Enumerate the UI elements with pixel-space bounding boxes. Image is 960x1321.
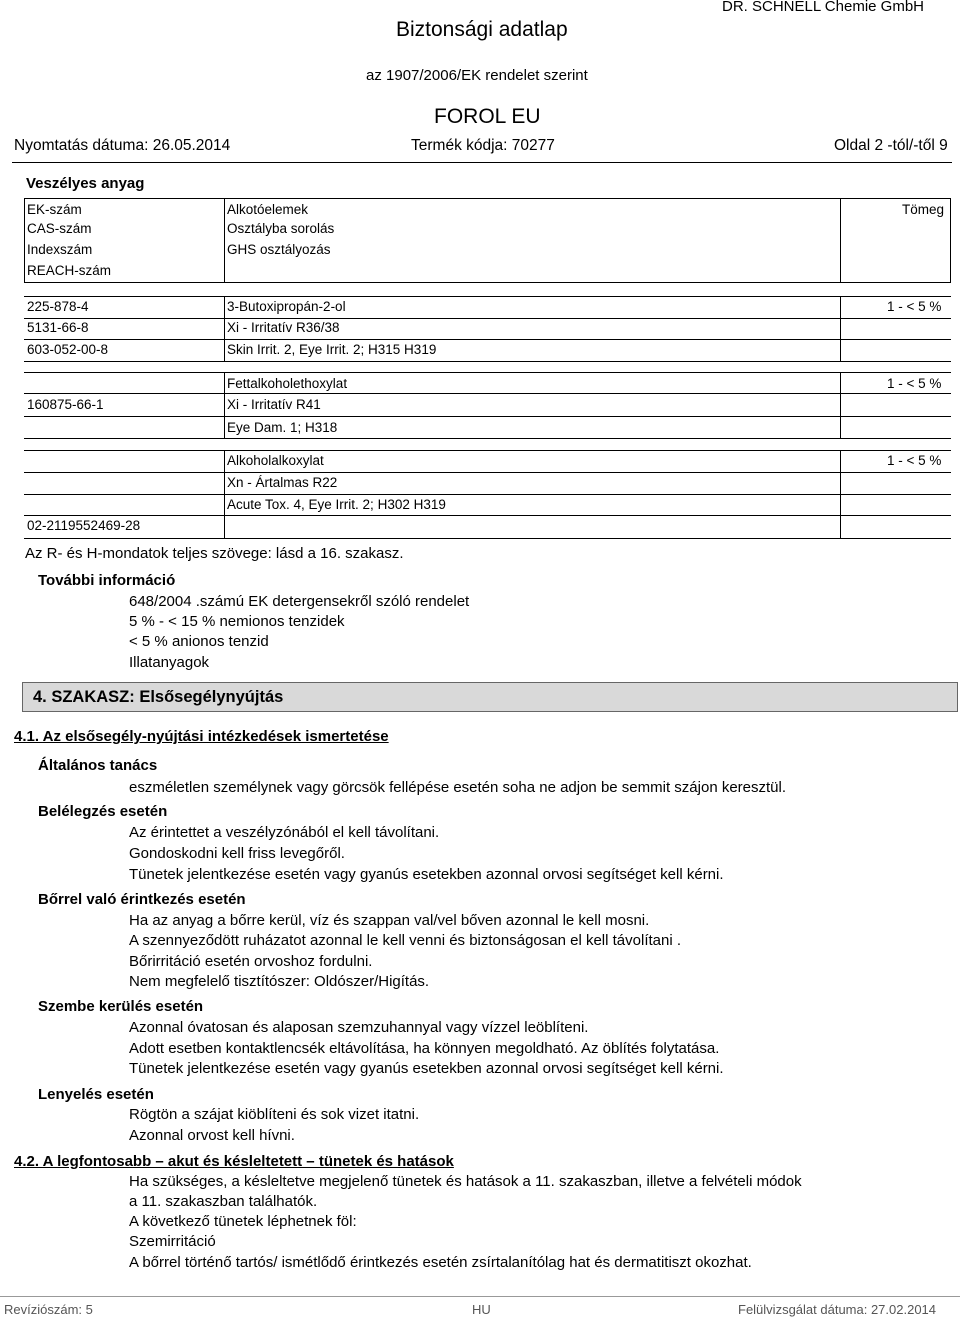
row2-name: Fettalkoholethoxylat xyxy=(227,376,348,391)
row2-cas: 160875-66-1 xyxy=(27,397,104,412)
r-h-note: Az R- és H-mondatok teljes szövege: lásd a 16. szakasz. xyxy=(25,545,404,562)
ingestion-heading: Lenyelés esetén xyxy=(38,1086,154,1103)
table-left-rule xyxy=(24,198,25,282)
eye-heading: Szembe kerülés esetén xyxy=(38,998,204,1015)
inhalation-line: Tünetek jelentkezése esetén vagy gyanús esetekben azonnal orvosi segítséget kell kérni. xyxy=(129,866,724,883)
row1-cas: 5131-66-8 xyxy=(27,320,89,335)
further-line: < 5 % anionos tenzid xyxy=(129,633,269,650)
row-rule xyxy=(24,361,951,362)
section-4-header xyxy=(22,682,958,712)
col-classification: Osztályba sorolás xyxy=(227,221,335,236)
revision-number: Revíziószám: 5 xyxy=(4,1302,93,1317)
table-col-rule xyxy=(840,198,841,282)
ingestion-line: Rögtön a szájat kiöblíteni és sok vizet itatni. xyxy=(129,1106,420,1123)
eye-line: Tünetek jelentkezése esetén vagy gyanús esetekben azonnal orvosi segítséget kell kérni. xyxy=(129,1060,724,1077)
table-head-rule xyxy=(24,282,951,283)
company-name: DR. SCHNELL Chemie GmbH xyxy=(722,0,924,15)
row-rule xyxy=(24,438,951,439)
row-rule xyxy=(24,494,951,495)
row2-mass: 1 - < 5 % xyxy=(887,376,942,391)
symptom-line: Szemirritáció xyxy=(129,1233,216,1250)
row-rule xyxy=(24,372,951,373)
row-col-rule xyxy=(840,296,841,361)
row2-class: Xi - Irritatív R41 xyxy=(227,397,321,412)
col-ghs: GHS osztályozás xyxy=(227,242,331,257)
product-name: FOROL EU xyxy=(434,105,541,128)
further-line: 5 % - < 15 % nemionos tenzidek xyxy=(129,613,345,630)
further-line: Illatanyagok xyxy=(129,654,210,671)
skin-heading: Bőrrel való érintkezés esetén xyxy=(38,891,246,908)
row-rule xyxy=(24,450,951,451)
ingestion-line: Azonnal orvost kell hívni. xyxy=(129,1127,295,1144)
regulation: az 1907/2006/EK rendelet szerint xyxy=(366,67,588,84)
language-code: HU xyxy=(472,1302,491,1317)
row-col-rule xyxy=(224,372,225,438)
row-rule xyxy=(24,339,951,340)
subsection-4-2: 4.2. A legfontosabb – akut és késleltetett – tünetek és hatások xyxy=(14,1153,454,1170)
skin-line: Nem megfelelő tisztítószer: Oldószer/Higítás. xyxy=(129,973,430,990)
document-title: Biztonsági adatlap xyxy=(396,18,568,41)
inhalation-line: Gondoskodni kell friss levegőről. xyxy=(129,845,345,862)
row3-name: Alkoholalkoxylat xyxy=(227,453,324,468)
row2-ghs: Eye Dam. 1; H318 xyxy=(227,420,338,435)
row1-index: 603-052-00-8 xyxy=(27,342,109,357)
row1-name: 3-Butoxipropán-2-ol xyxy=(227,299,346,314)
row3-reach: 02-2119552469-28 xyxy=(27,518,141,533)
page-number: Oldal 2 -tól/-től 9 xyxy=(834,137,948,154)
row-rule xyxy=(24,296,951,297)
hazardous-heading: Veszélyes anyag xyxy=(26,175,145,192)
review-date: Felülvizsgálat dátuma: 27.02.2014 xyxy=(738,1302,937,1317)
symptom-line: A bőrrel történő tartós/ ismétlődő érintkezés esetén zsírtalanítólag hat és dermatitiszt okozhat. xyxy=(129,1254,752,1271)
general-line: eszméletlen személynek vagy görcsök fellépése esetén soha ne adjon be semmit szájon keresztül. xyxy=(129,779,787,796)
symptom-line: Ha szükséges, a késleltetve megjelenő tünetek és hatások a 11. szakaszban, illetve a felvételi módok xyxy=(129,1173,802,1190)
row-rule xyxy=(24,515,951,516)
further-heading: További információ xyxy=(38,572,176,589)
row-col-rule xyxy=(224,296,225,361)
eye-line: Adott esetben kontaktlencsék eltávolítása, ha könnyen megoldható. Az öblítés folytatása. xyxy=(129,1040,720,1057)
col-index: Indexszám xyxy=(27,242,93,257)
symptom-line: a 11. szakaszban találhatók. xyxy=(129,1193,318,1210)
header-rule xyxy=(12,162,952,163)
col-mass: Tömeg xyxy=(902,202,945,217)
row3-ghs: Acute Tox. 4, Eye Irrit. 2; H302 H319 xyxy=(227,497,446,512)
symptom-line: A következő tünetek léphetnek föl: xyxy=(129,1213,357,1230)
row-col-rule xyxy=(840,372,841,438)
table-top-rule xyxy=(24,198,951,199)
col-ek: EK-szám xyxy=(27,202,82,217)
row-rule xyxy=(24,416,951,417)
col-reach: REACH-szám xyxy=(27,263,112,278)
row1-class: Xi - Irritatív R36/38 xyxy=(227,320,340,335)
inhalation-line: Az érintettet a veszélyzónából el kell távolítani. xyxy=(129,824,440,841)
row1-ek: 225-878-4 xyxy=(27,299,89,314)
row-rule xyxy=(24,472,951,473)
table-right-rule xyxy=(950,198,951,282)
subsection-4-1: 4.1. Az elsősegély-nyújtási intézkedések ismertetése xyxy=(14,728,389,745)
col-components: Alkotóelemek xyxy=(227,202,309,217)
skin-line: Bőrirritáció esetén orvoshoz fordulni. xyxy=(129,953,373,970)
table-col-rule xyxy=(224,198,225,282)
print-date: Nyomtatás dátuma: 26.05.2014 xyxy=(14,137,231,154)
skin-line: Ha az anyag a bőrre kerül, víz és szappan val/vel bőven azonnal le kell mosni. xyxy=(129,912,650,929)
eye-line: Azonnal óvatosan és alaposan szemzuhannyal vagy vízzel leöblíteni. xyxy=(129,1019,589,1036)
row-col-rule xyxy=(840,450,841,538)
further-line: 648/2004 .számú EK detergensekről szóló rendelet xyxy=(129,593,470,610)
product-code: Termék kódja: 70277 xyxy=(411,137,555,154)
general-heading: Általános tanács xyxy=(38,757,158,774)
inhalation-heading: Belélegzés esetén xyxy=(38,803,168,820)
row-rule xyxy=(24,393,951,394)
row-rule xyxy=(24,318,951,319)
row-rule xyxy=(24,538,951,539)
col-cas: CAS-szám xyxy=(27,221,92,236)
row3-mass: 1 - < 5 % xyxy=(887,453,942,468)
footer-rule xyxy=(0,1296,960,1297)
row1-mass: 1 - < 5 % xyxy=(887,299,942,314)
row-col-rule xyxy=(224,450,225,538)
skin-line: A szennyeződött ruházatot azonnal le kell venni és biztonságosan el kell távolítani . xyxy=(129,932,682,949)
row3-class: Xn - Ártalmas R22 xyxy=(227,475,338,490)
section-4-title: 4. SZAKASZ: Elsősegélynyújtás xyxy=(33,688,284,706)
row1-ghs: Skin Irrit. 2, Eye Irrit. 2; H315 H319 xyxy=(227,342,437,357)
